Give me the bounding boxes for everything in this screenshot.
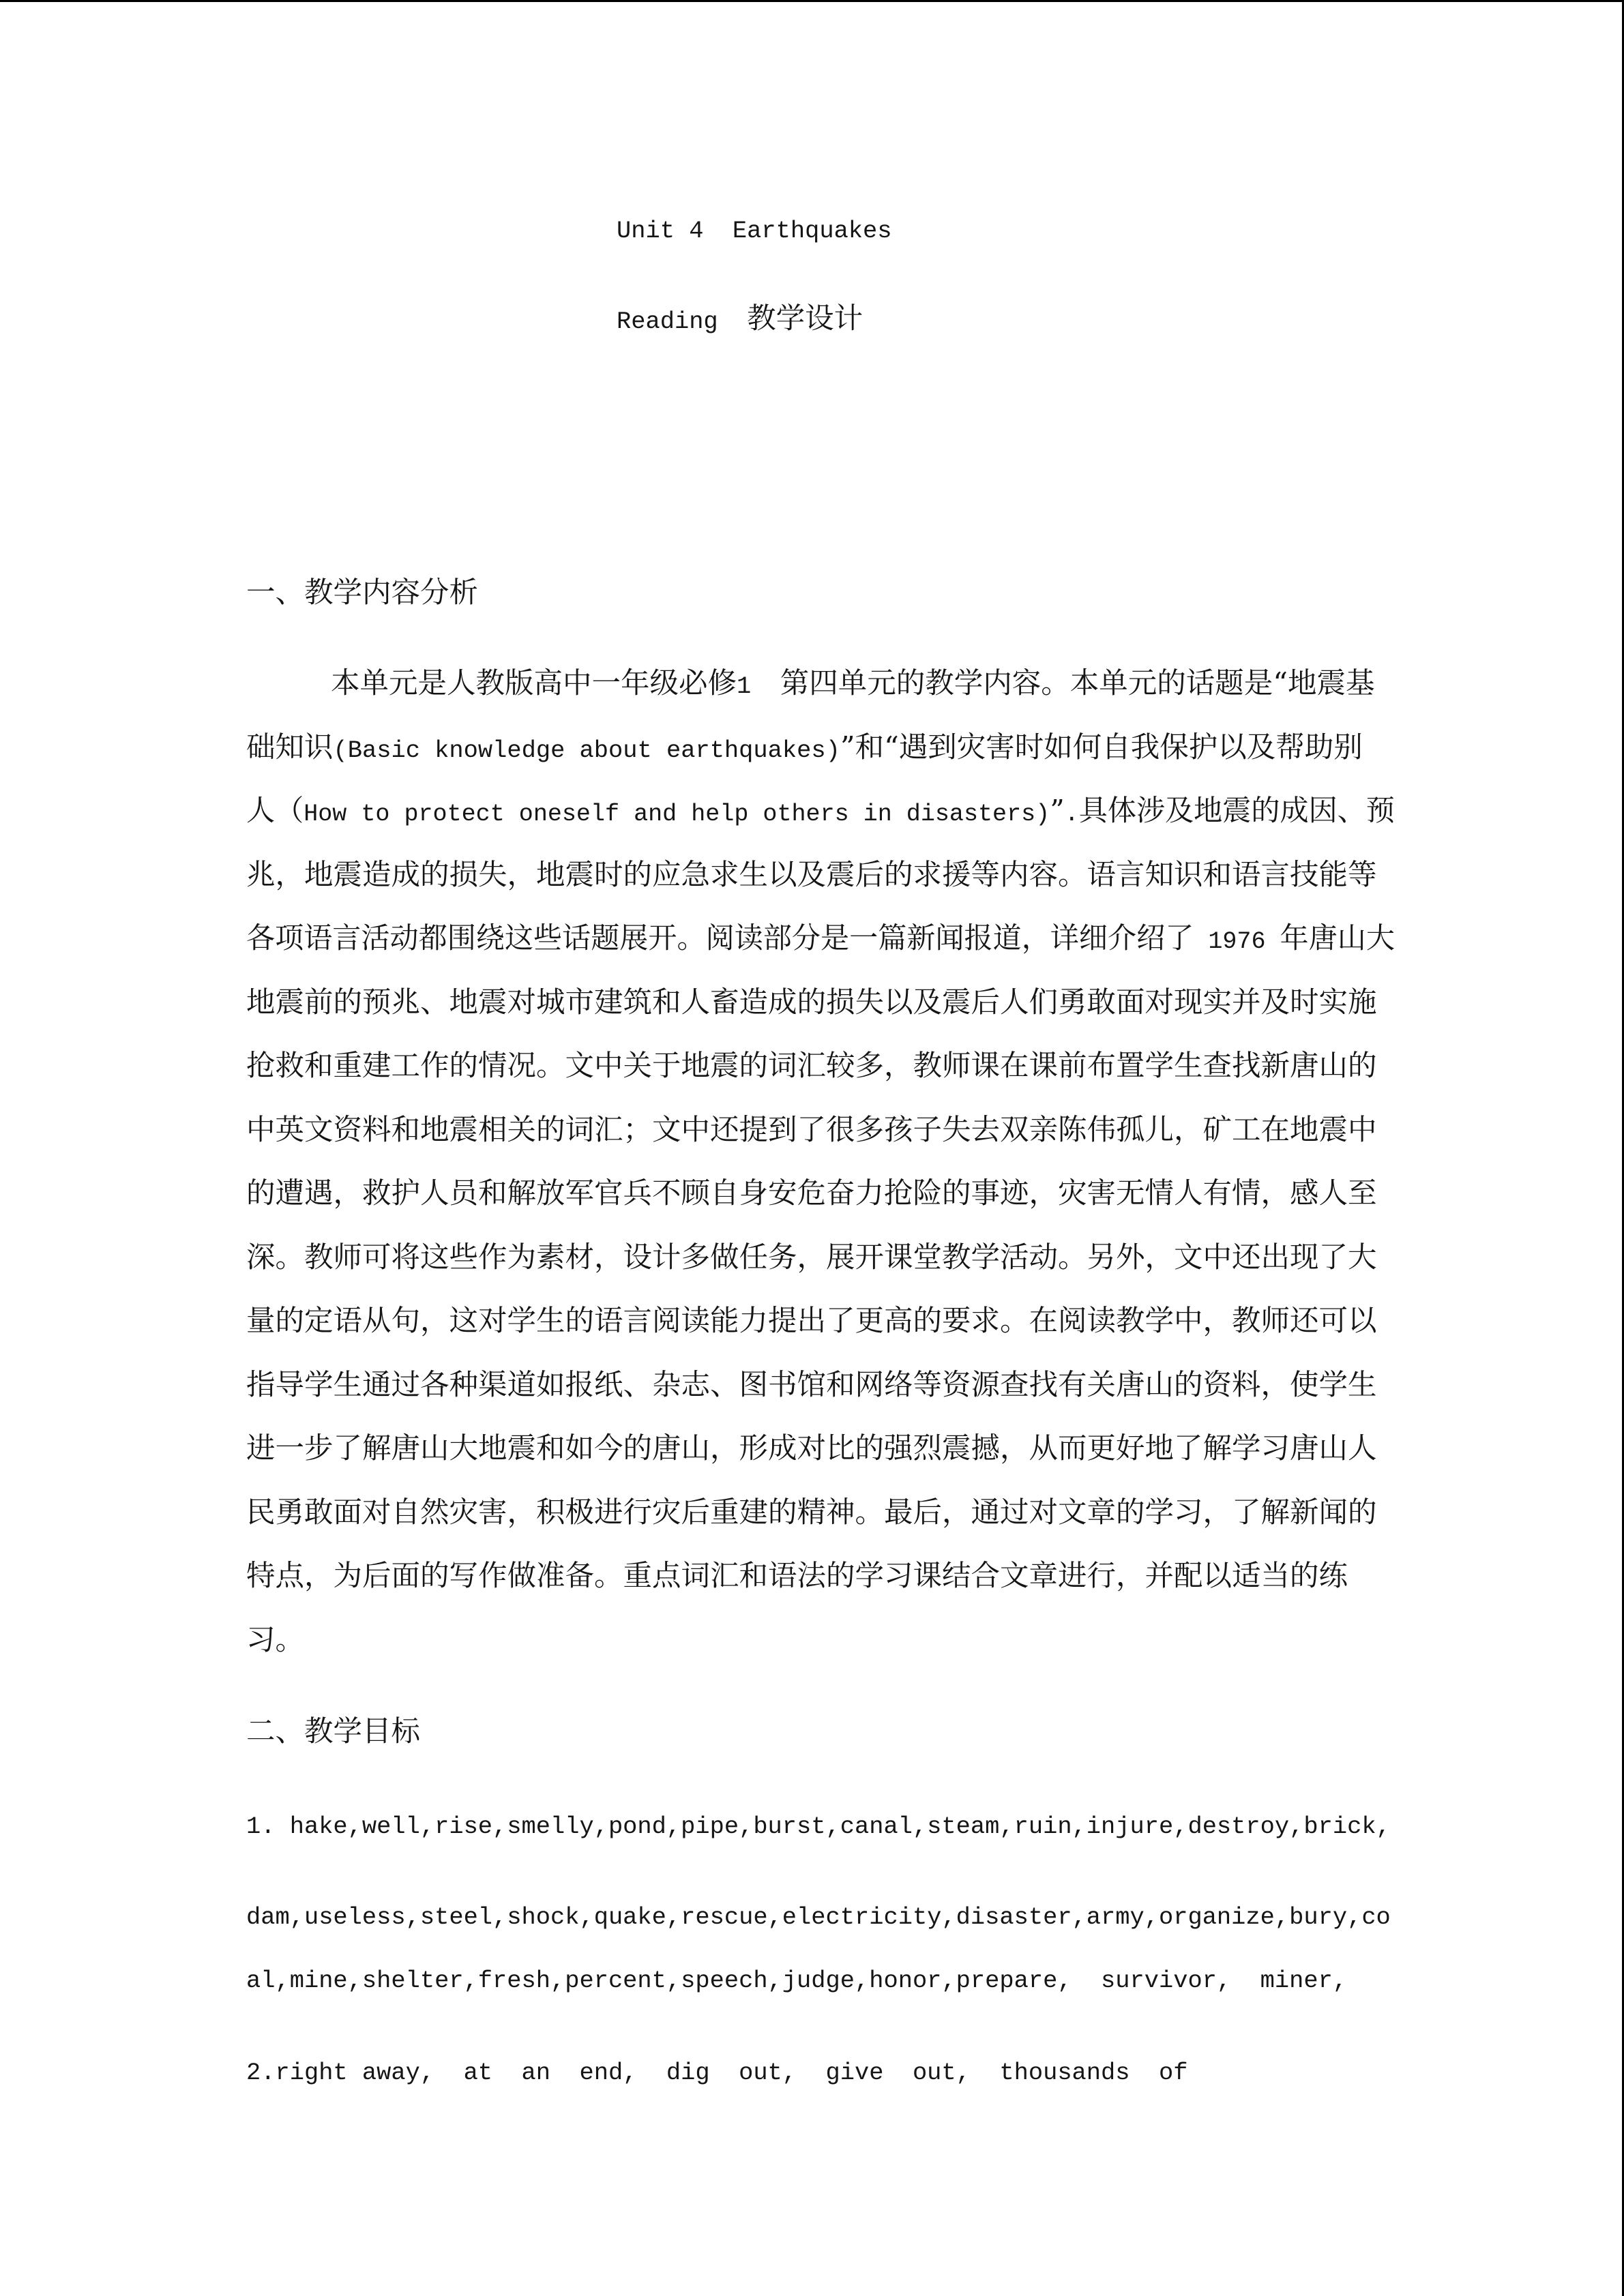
paragraph-line: 习。 (246, 1623, 305, 1657)
latin-text-run: Reading (617, 308, 748, 336)
latin-text-run: 1976 (1194, 928, 1280, 955)
paragraph-line: 民勇敢面对自然灾害，积极进行灾后重建的精神。最后，通过对文章的学习，了解新闻的 (246, 1495, 1377, 1530)
paragraph-line: 的遭遇，救护人员和解放军官兵不顾自身安危奋力抢险的事迹，灾害无情人有情，感人至 (246, 1177, 1377, 1210)
latin-text-run: dam,useless,steel,shock,quake,rescue,electricity,disaster,army,organize,bury,co (246, 1904, 1391, 1931)
latin-text-run: 1. hake,well,rise,smelly,pond,pipe,burst,canal,steam,ruin,injure,destroy,brick, (246, 1813, 1391, 1840)
paragraph-line: 人（How to protect oneself and help others in disasters)”.具体涉及地震的成因、预 (246, 794, 1395, 828)
paragraph-line: 量的定语从句，这对学生的语言阅读能力提出了更高的要求。在阅读教学中，教师还可以 (246, 1304, 1377, 1338)
paragraph-line: 指导学生通过各种渠道如报纸、杂志、图书馆和网络等资源查找有关唐山的资料，使学生 (246, 1368, 1377, 1402)
paragraph-line: 进一步了解唐山大地震和如今的唐山，形成对比的强烈震撼，从而更好地了解学习唐山人 (246, 1432, 1377, 1465)
objective-phrases-line (246, 2050, 1187, 2091)
latin-text-run: (Basic knowledge about earthquakes) (333, 736, 840, 764)
objective-vocabulary-line (246, 1958, 1347, 1999)
latin-text-run: How to protect oneself and help others in disasters) (304, 801, 1050, 828)
paragraph-line: 础知识(Basic knowledge about earthquakes)”和“遇到灾害时如何自我保护以及帮助别 (246, 730, 1363, 764)
objective-vocabulary-line (246, 1894, 1391, 1935)
paragraph-line: 中英文资料和地震相关的词汇；文中还提到了很多孩子失去双亲陈伟孤儿，矿工在地震中 (246, 1113, 1377, 1147)
latin-text-run: 1 (737, 673, 780, 700)
paragraph-line: 本单元是人教版高中一年级必修1 第四单元的教学内容。本单元的话题是“地震基 (331, 667, 1375, 700)
paragraph-line: 抢救和重建工作的情况。文中关于地震的词汇较多，教师课在课前布置学生查找新唐山的 (246, 1049, 1377, 1083)
section-heading-teaching-objectives: 二、教学目标 (246, 1715, 421, 1748)
objective-vocabulary-line (246, 1804, 1391, 1845)
latin-text-run: Unit 4 Earthquakes (617, 218, 892, 245)
paragraph-line: 兆，地震造成的损失，地震时的应急求生以及震后的求援等内容。语言知识和语言技能等 (246, 858, 1377, 892)
document-title (617, 208, 892, 249)
paragraph-line: 地震前的预兆、地震对城市建筑和人畜造成的损失以及震后人们勇敢面对现实并及时实施 (246, 985, 1377, 1019)
paragraph-line: 各项语言活动都围绕这些话题展开。阅读部分是一篇新闻报道，详细介绍了 1976 年唐山大 (246, 922, 1395, 955)
latin-text-run: . (1064, 801, 1079, 828)
latin-text-run: 2.right away, at an end, dig out, give out, thousands of (246, 2059, 1188, 2087)
latin-text-run: al,mine,shelter,fresh,percent,speech,judge,honor,prepare, survivor, miner, (246, 1967, 1348, 1995)
section-heading-content-analysis: 一、教学内容分析 (246, 576, 479, 610)
document-subtitle: Reading 教学设计 (617, 302, 863, 336)
paragraph-line: 深。教师可将这些作为素材，设计多做任务，展开课堂教学活动。另外，文中还出现了大 (246, 1240, 1377, 1274)
paragraph-line: 特点，为后面的写作做准备。重点词汇和语法的学习课结合文章进行，并配以适当的练 (246, 1560, 1348, 1593)
page-top-border (0, 0, 1624, 2)
